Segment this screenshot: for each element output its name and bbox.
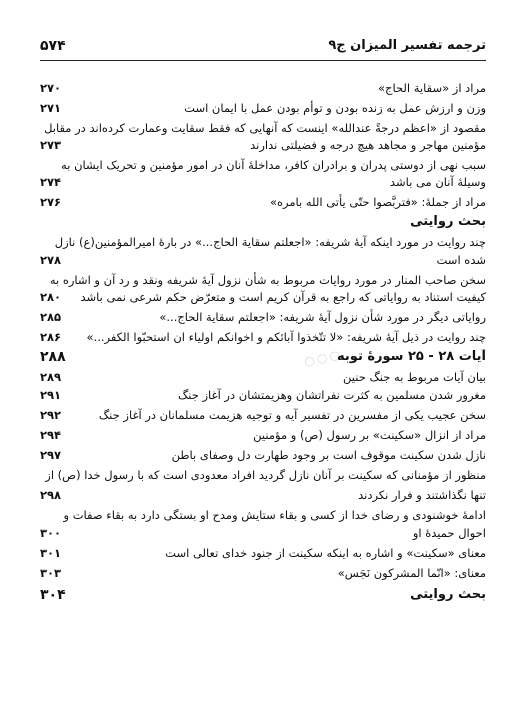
toc-entry-page: ۲۹۲ xyxy=(40,408,62,422)
toc-entry-page: ۲۷۱ xyxy=(40,101,62,115)
toc-entry-page: ۲۷۳ xyxy=(40,138,62,152)
toc-entry-text: تنها نگذاشتند و فرار نکردند xyxy=(358,488,486,502)
toc-entry-page: ۲۷۸ xyxy=(40,253,62,267)
toc-entry xyxy=(40,487,486,503)
toc-entry xyxy=(40,289,486,305)
section-heading xyxy=(40,587,486,603)
toc-entry xyxy=(40,252,486,268)
toc-entry-page: ۲۷۶ xyxy=(40,195,62,209)
toc-entry-page: ۳۰۳ xyxy=(40,566,62,580)
toc-entry-text: مراد از «سقایة الحاج» xyxy=(378,81,486,95)
toc-entry-text: معنای: «انّما المشرکون نَجَس» xyxy=(337,566,486,580)
toc-entry-text: مؤمنین مهاجر و مجاهد هیچ درجه و فضیلتی ندارند xyxy=(250,138,486,152)
toc-entry-text: ادامهٔ خوشنودی و رضای خدا از کسی و بقاء ستایش ومدح او بستگی دارد به بقاء صفات و xyxy=(63,508,486,522)
toc-entry-text: چند روایت در ذیل آیهٔ شریفه: «لا تتّخذوا آبائکم و اخوانکم اولیاء ان استحبّوا الکفر...» xyxy=(86,330,486,344)
toc-entry-page: ۲۷۴ xyxy=(40,175,62,189)
toc-entry xyxy=(40,369,486,385)
toc-entry-text: شده است xyxy=(436,253,486,267)
toc-entry xyxy=(40,467,486,483)
toc-entry-text: سخن صاحب المنار در مورد روایات مربوط به شأن نزول آیهٔ شریفه ونقد و رد آن و اشاره به xyxy=(49,273,486,287)
section-heading xyxy=(40,349,486,365)
page-number: ۵۷۴ xyxy=(40,38,66,54)
toc-entry-page: ۲۷۰ xyxy=(40,81,62,95)
toc-entry-text: وسیلهٔ آنان می باشد xyxy=(389,175,486,189)
toc-entry-text: کیفیت استناد به روایاتی که راجع به قرآن کریم است و متعرّض حکم شرعی نمی باشد xyxy=(80,290,486,304)
book-title: ترجمه تفسیر المیزان ج۹ xyxy=(328,38,486,53)
toc-entry xyxy=(40,137,486,153)
section-heading xyxy=(40,214,486,230)
toc-entry-text: مقصود از «اعظم درجةً عندالله» اینست که آنهایی که فقط سقایت وعمارت کرده‌اند در مقابل xyxy=(44,121,486,135)
library-stamp: ◯ ◯ ◯ xyxy=(303,350,341,368)
toc-entry xyxy=(40,447,486,463)
toc-entry xyxy=(40,565,486,581)
toc-entry xyxy=(40,80,486,96)
toc-entry-text: نازل شدن سکینت موقوف است بر وجود طهارت دل وصفای باطن xyxy=(171,448,486,462)
toc-entry-text: مراد از انزال «سکینت» بر رسول (ص) و مؤمنین xyxy=(253,428,486,442)
toc-entry xyxy=(40,545,486,561)
toc-entry-text: سبب نهی از دوستی پدران و برادران کافر، مداخلهٔ آنان در امور مؤمنین و تحریک ایشان به xyxy=(61,158,486,172)
toc-entry-text: منظور از مؤمنانی که سکینت بر آنان نازل گردید افراد معدودی است که با رسول خدا (ص) از xyxy=(45,468,486,482)
toc-entry xyxy=(40,194,486,210)
toc-entry xyxy=(40,174,486,190)
page-header xyxy=(40,38,486,61)
toc-entry-page: ۲۸۶ xyxy=(40,330,62,344)
toc-entry-text: سخن عجیب یکی از مفسرین در تفسیر آیه و توجیه هزیمت مسلمانان در آغاز جنگ xyxy=(98,408,486,422)
toc-entry xyxy=(40,329,486,345)
toc-entry-text: مغرور شدن مسلمین به کثرت نفراتشان وهزیمتشان در آغاز جنگ xyxy=(177,388,486,402)
toc-entry xyxy=(40,120,486,136)
toc-entry-page: ۲۹۱ xyxy=(40,388,62,402)
toc-entry-text: وزن و ارزش عمل به زنده بودن و توأم بودن عمل با ایمان است xyxy=(184,101,486,115)
toc-entry-page: ۳۰۰ xyxy=(40,526,62,540)
toc-entry-text: بیان آیات مربوط به جنگ حنین xyxy=(343,370,486,384)
toc-entry-page: ۲۹۴ xyxy=(40,428,62,442)
toc-entry xyxy=(40,387,486,403)
toc-entry-page: ۲۹۷ xyxy=(40,448,62,462)
toc-entry-text: چند روایت در مورد اینکه آیهٔ شریفه: «اجعلتم سقایة الحاج...» در بارهٔ امیرالمؤمنین(ع) نازل xyxy=(54,235,486,249)
toc-entry xyxy=(40,309,486,325)
toc-entry-text: معنای «سکینت» و اشاره به اینکه سکینت از جنود خدای تعالی است xyxy=(165,546,486,560)
toc-entry-text: احوال حمیدهٔ او xyxy=(412,526,486,540)
toc-entry xyxy=(40,525,486,541)
toc-entry-text: مراد از جملهٔ: «فتربَّصوا حتّی یأتی الله بامره» xyxy=(269,195,486,209)
toc-entry-page: ۲۸۰ xyxy=(40,290,62,304)
toc-entry-page: ۲۹۸ xyxy=(40,488,62,502)
toc-entry xyxy=(40,507,486,523)
toc-entry-text: بحث روایتی xyxy=(410,214,486,229)
toc-entry-page: ۳۰۴ xyxy=(40,587,66,603)
toc-entry-text: روایاتی دیگر در مورد شأن نزول آیهٔ شریفه: «اجعلتم سقایة الحاج...» xyxy=(159,310,486,324)
toc-entry xyxy=(40,157,486,173)
toc-entry xyxy=(40,272,486,288)
toc-entry xyxy=(40,100,486,116)
toc-entry-page: ۳۰۱ xyxy=(40,546,62,560)
toc-entry xyxy=(40,407,486,423)
toc-entry xyxy=(40,234,486,250)
toc-entry-text: بحث روایتی xyxy=(410,587,486,602)
toc-entry xyxy=(40,427,486,443)
toc-entry-page: ۲۸۸ xyxy=(40,349,66,365)
toc-entry-page: ۲۸۵ xyxy=(40,310,62,324)
toc-entry-page: ۲۸۹ xyxy=(40,370,62,384)
toc-entry-text: آیات ۲۸ - ۲۵ سورهٔ توبه xyxy=(337,349,486,364)
